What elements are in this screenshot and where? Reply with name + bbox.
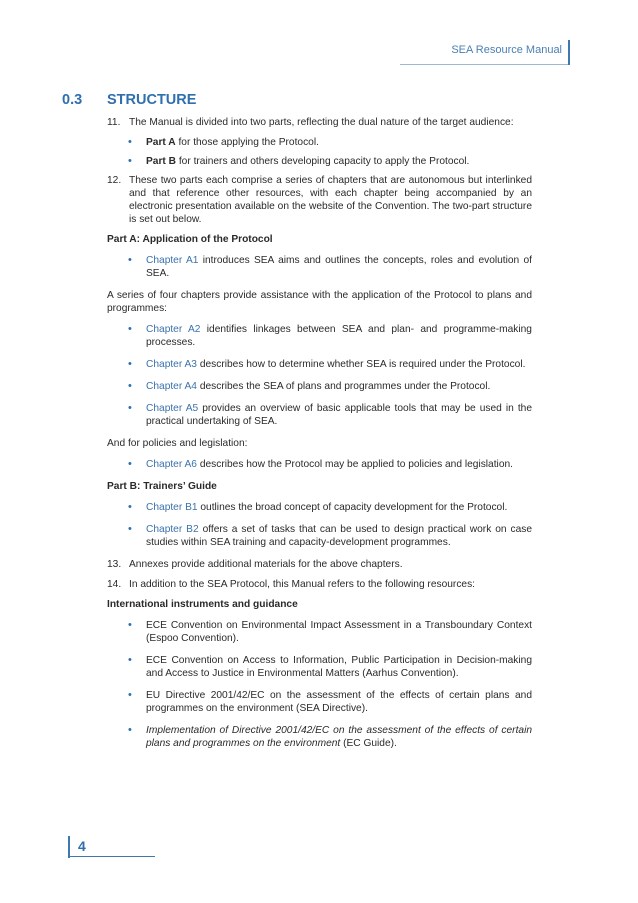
paragraph-text: Annexes provide additional materials for the above chapters. [129,559,403,570]
list-item [107,136,532,149]
item-text: describes how to determine whether SEA is required under the Protocol. [196,359,526,370]
item-text: describes how the Protocol may be applied to policies and legislation. [196,459,513,470]
paragraph-number: 11. [107,117,121,128]
policies-intro: And for policies and legislation: [107,438,248,449]
item-text: outlines the broad concept of capacity development for the Protocol. [197,502,508,513]
item-text: offers a set of tasks that can be used to design practical work on case studies within SEA training and capacity-development programmes. [146,524,532,548]
bullet-icon: • [128,619,132,631]
paragraph-number: 14. [107,579,122,590]
list-item [107,358,532,371]
chapter-link[interactable]: Chapter A3 [146,359,197,370]
chapter-link[interactable]: Chapter B1 [146,502,198,513]
part-b-heading: Part B: Trainers’ Guide [107,481,217,492]
chapter-link[interactable]: Chapter A1 [146,255,199,266]
list-item [107,458,532,471]
part-label: Part B [146,156,177,167]
bullet-icon: • [128,155,132,167]
part-b-list [107,501,532,549]
paragraph-number: 13. [107,559,122,570]
list-item [107,380,532,393]
item-text: describes the SEA of plans and programmes under the Protocol. [196,381,491,392]
page-number: 4 [78,838,86,854]
item-text: provides an overview of basic applicable tools that may be used in the practical undertaking of SEA. [146,403,532,427]
international-list [107,619,532,750]
chapter-link[interactable]: Chapter A6 [146,459,197,470]
chapter-link[interactable]: Chapter A5 [146,403,199,414]
parts-list [107,136,532,168]
bullet-icon: • [128,358,132,370]
list-item [107,323,532,349]
chapter-link[interactable]: Chapter A2 [146,324,201,335]
chapter-link[interactable]: Chapter B2 [146,524,199,535]
chapter-link[interactable]: Chapter A4 [146,381,197,392]
list-item [107,402,532,428]
item-text: ECE Convention on Environmental Impact Assessment in a Transboundary Context (Espoo Convention). [146,620,532,644]
paragraph-13 [107,558,532,571]
bullet-icon: • [128,380,132,392]
bullet-icon: • [128,523,132,535]
bullet-icon: • [128,136,132,148]
bullet-icon: • [128,254,132,266]
header-rule [400,64,568,65]
list-item [107,724,532,750]
bullet-icon: • [128,458,132,470]
document-title: Implementation of Directive 2001/42/EC on the assessment of the effects of certain plans and programmes on the environment [146,725,532,749]
paragraph-number: 12. [107,175,122,186]
page-body [107,116,532,759]
list-item [107,689,532,715]
running-header-title: SEA Resource Manual [451,44,562,56]
part-a-list-3 [107,458,532,471]
list-item [107,501,532,514]
item-text: (EC Guide). [340,738,397,749]
item-text: for trainers and others developing capacity to apply the Protocol. [176,156,470,167]
list-item [107,254,532,280]
header-bar [568,40,570,65]
part-label: Part A [146,137,176,148]
bullet-icon: • [128,501,132,513]
page-number-bar [68,836,70,858]
bullet-icon: • [128,724,132,736]
paragraph-14 [107,578,532,591]
paragraph-11 [107,116,532,129]
part-a-list-2 [107,323,532,428]
item-text: for those applying the Protocol. [175,137,319,148]
section-title: STRUCTURE [107,92,197,108]
bullet-icon: • [128,654,132,666]
item-text: identifies linkages between SEA and plan- and programme-making processes. [146,324,532,348]
bullet-icon: • [128,689,132,701]
international-heading: International instruments and guidance [107,599,298,610]
bullet-icon: • [128,402,132,414]
part-a-heading: Part A: Application of the Protocol [107,234,273,245]
list-item [107,619,532,645]
list-item [107,155,532,168]
item-text: introduces SEA aims and outlines the concepts, roles and evolution of SEA. [146,255,532,279]
item-text: EU Directive 2001/42/EC on the assessment of the effects of certain plans and programmes on the environment (SEA Directive). [146,690,532,714]
section-heading [62,92,196,108]
item-text: ECE Convention on Access to Information, Public Participation in Decision-making and Access to Justice in Environmental Matters (Aarhus Convention). [146,655,532,679]
list-item [107,654,532,680]
bullet-icon: • [128,323,132,335]
part-a-intro: A series of four chapters provide assistance with the application of the Protocol to plans and programmes: [107,290,532,314]
part-a-list-1 [107,254,532,280]
list-item [107,523,532,549]
paragraph-text: The Manual is divided into two parts, reflecting the dual nature of the target audience: [129,117,514,128]
paragraph-12 [107,174,532,226]
page-number-rule [70,856,155,857]
paragraph-text: In addition to the SEA Protocol, this Manual refers to the following resources: [129,579,475,590]
section-number: 0.3 [62,92,83,108]
paragraph-text: These two parts each comprise a series of chapters that are autonomous but interlinked and that reference other resources, with each chapter being accompanied by an electronic presentation available on the website of the Convention. The two-part structure is set out below. [129,175,532,225]
